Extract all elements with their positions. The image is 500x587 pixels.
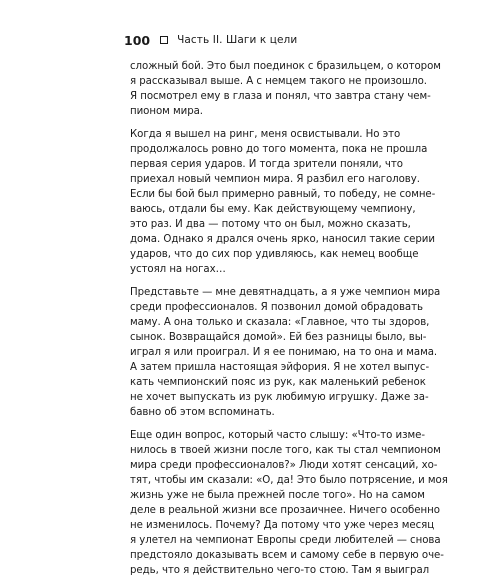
text-line: ваюсь, отдали бы ему. Как действующему чемпиону, [130,203,416,215]
text-line: ударов, что до сих пор удивляюсь, как немец вообще [130,248,419,260]
text-line: бавно об этом вспоминать. [130,406,275,418]
text-line: приехал новый чемпион мира. Я разбил его наголову. [130,174,420,186]
text-line: не изменилось. Почему? Да потому что уже через месяц [130,519,435,531]
paragraph-1 [130,60,441,120]
paragraph-3 [130,286,441,420]
text-line: жизнь уже не была прежней после того». Но на самом [130,489,425,501]
text-line: не хочет выпускать из рук любимую игрушку. Даже за- [130,391,429,403]
text-line: деле в реальной жизни все прозаичнее. Ничего особенно [130,504,440,516]
text-line: Если бы бой был примерно равный, то победу, не сомне- [130,189,436,200]
page-number: 100 [124,32,151,48]
running-head [124,32,297,48]
text-line: я рассказывал выше. А с немцем такого не произошло. [130,75,427,87]
text-line: предстояло доказывать всем и самому себе в первую оче- [130,549,444,561]
text-line: редь, что я действительно чего-то стою. Там я выиграл [130,564,430,576]
text-line: Когда я вышел на ринг, меня освистывали. Но это [130,129,401,141]
part-title: Часть II. Шаги к цели [177,34,298,46]
paragraph-2 [130,128,436,277]
text-line: нилось в твоей жизни после того, как ты стал чемпионом [130,445,441,456]
paragraph-4 [130,429,448,578]
text-line: тят, чтобы им сказали: «О, да! Это было потрясение, и моя [130,474,448,486]
text-line: играл я или проиграл. И я ее понимаю, на то она и мама. [130,346,438,358]
text-line: я улетел на чемпионат Европы среди любителей — снова [130,534,441,546]
text-line: Представьте — мне девятнадцать, а я уже чемпион мира [130,287,441,299]
text-line: Еще один вопрос, который часто слышу: «Что-то изме- [130,430,425,442]
text-line: это раз. И два — потому что он был, можно сказать, [130,218,411,230]
text-line: среди профессионалов. Я позвонил домой обрадовать [130,302,423,314]
text-line: устоял на ногах… [130,263,226,275]
text-line: А затем пришла настоящая эйфория. Я не хотел выпус- [130,361,430,373]
text-line: сложный бой. Это был поединок с бразильцем, о котором [130,61,441,72]
text-line: кать чемпионский пояс из рук, как маленький ребенок [130,376,426,388]
text-line: Я посмотрел ему в глаза и понял, что завтра стану чем- [130,90,431,102]
body-text [130,60,448,587]
text-line: маму. А она только и сказала: «Главное, что ты здоров, [130,317,430,328]
text-line: продолжалось ровно до того момента, пока не прошла [130,144,428,156]
square-outline-icon [160,36,168,44]
text-line: пионом мира. [130,105,203,117]
text-line: сынок. Возвращайся домой». Ей без разницы было, вы- [130,331,427,343]
text-line: мира среди профессионалов?» Люди хотят сенсаций, хо- [130,459,438,471]
text-line: дома. Однако я дрался очень ярко, наносил такие серии [130,233,435,245]
text-line: первая серия ударов. И тогда зрители поняли, что [130,159,403,171]
